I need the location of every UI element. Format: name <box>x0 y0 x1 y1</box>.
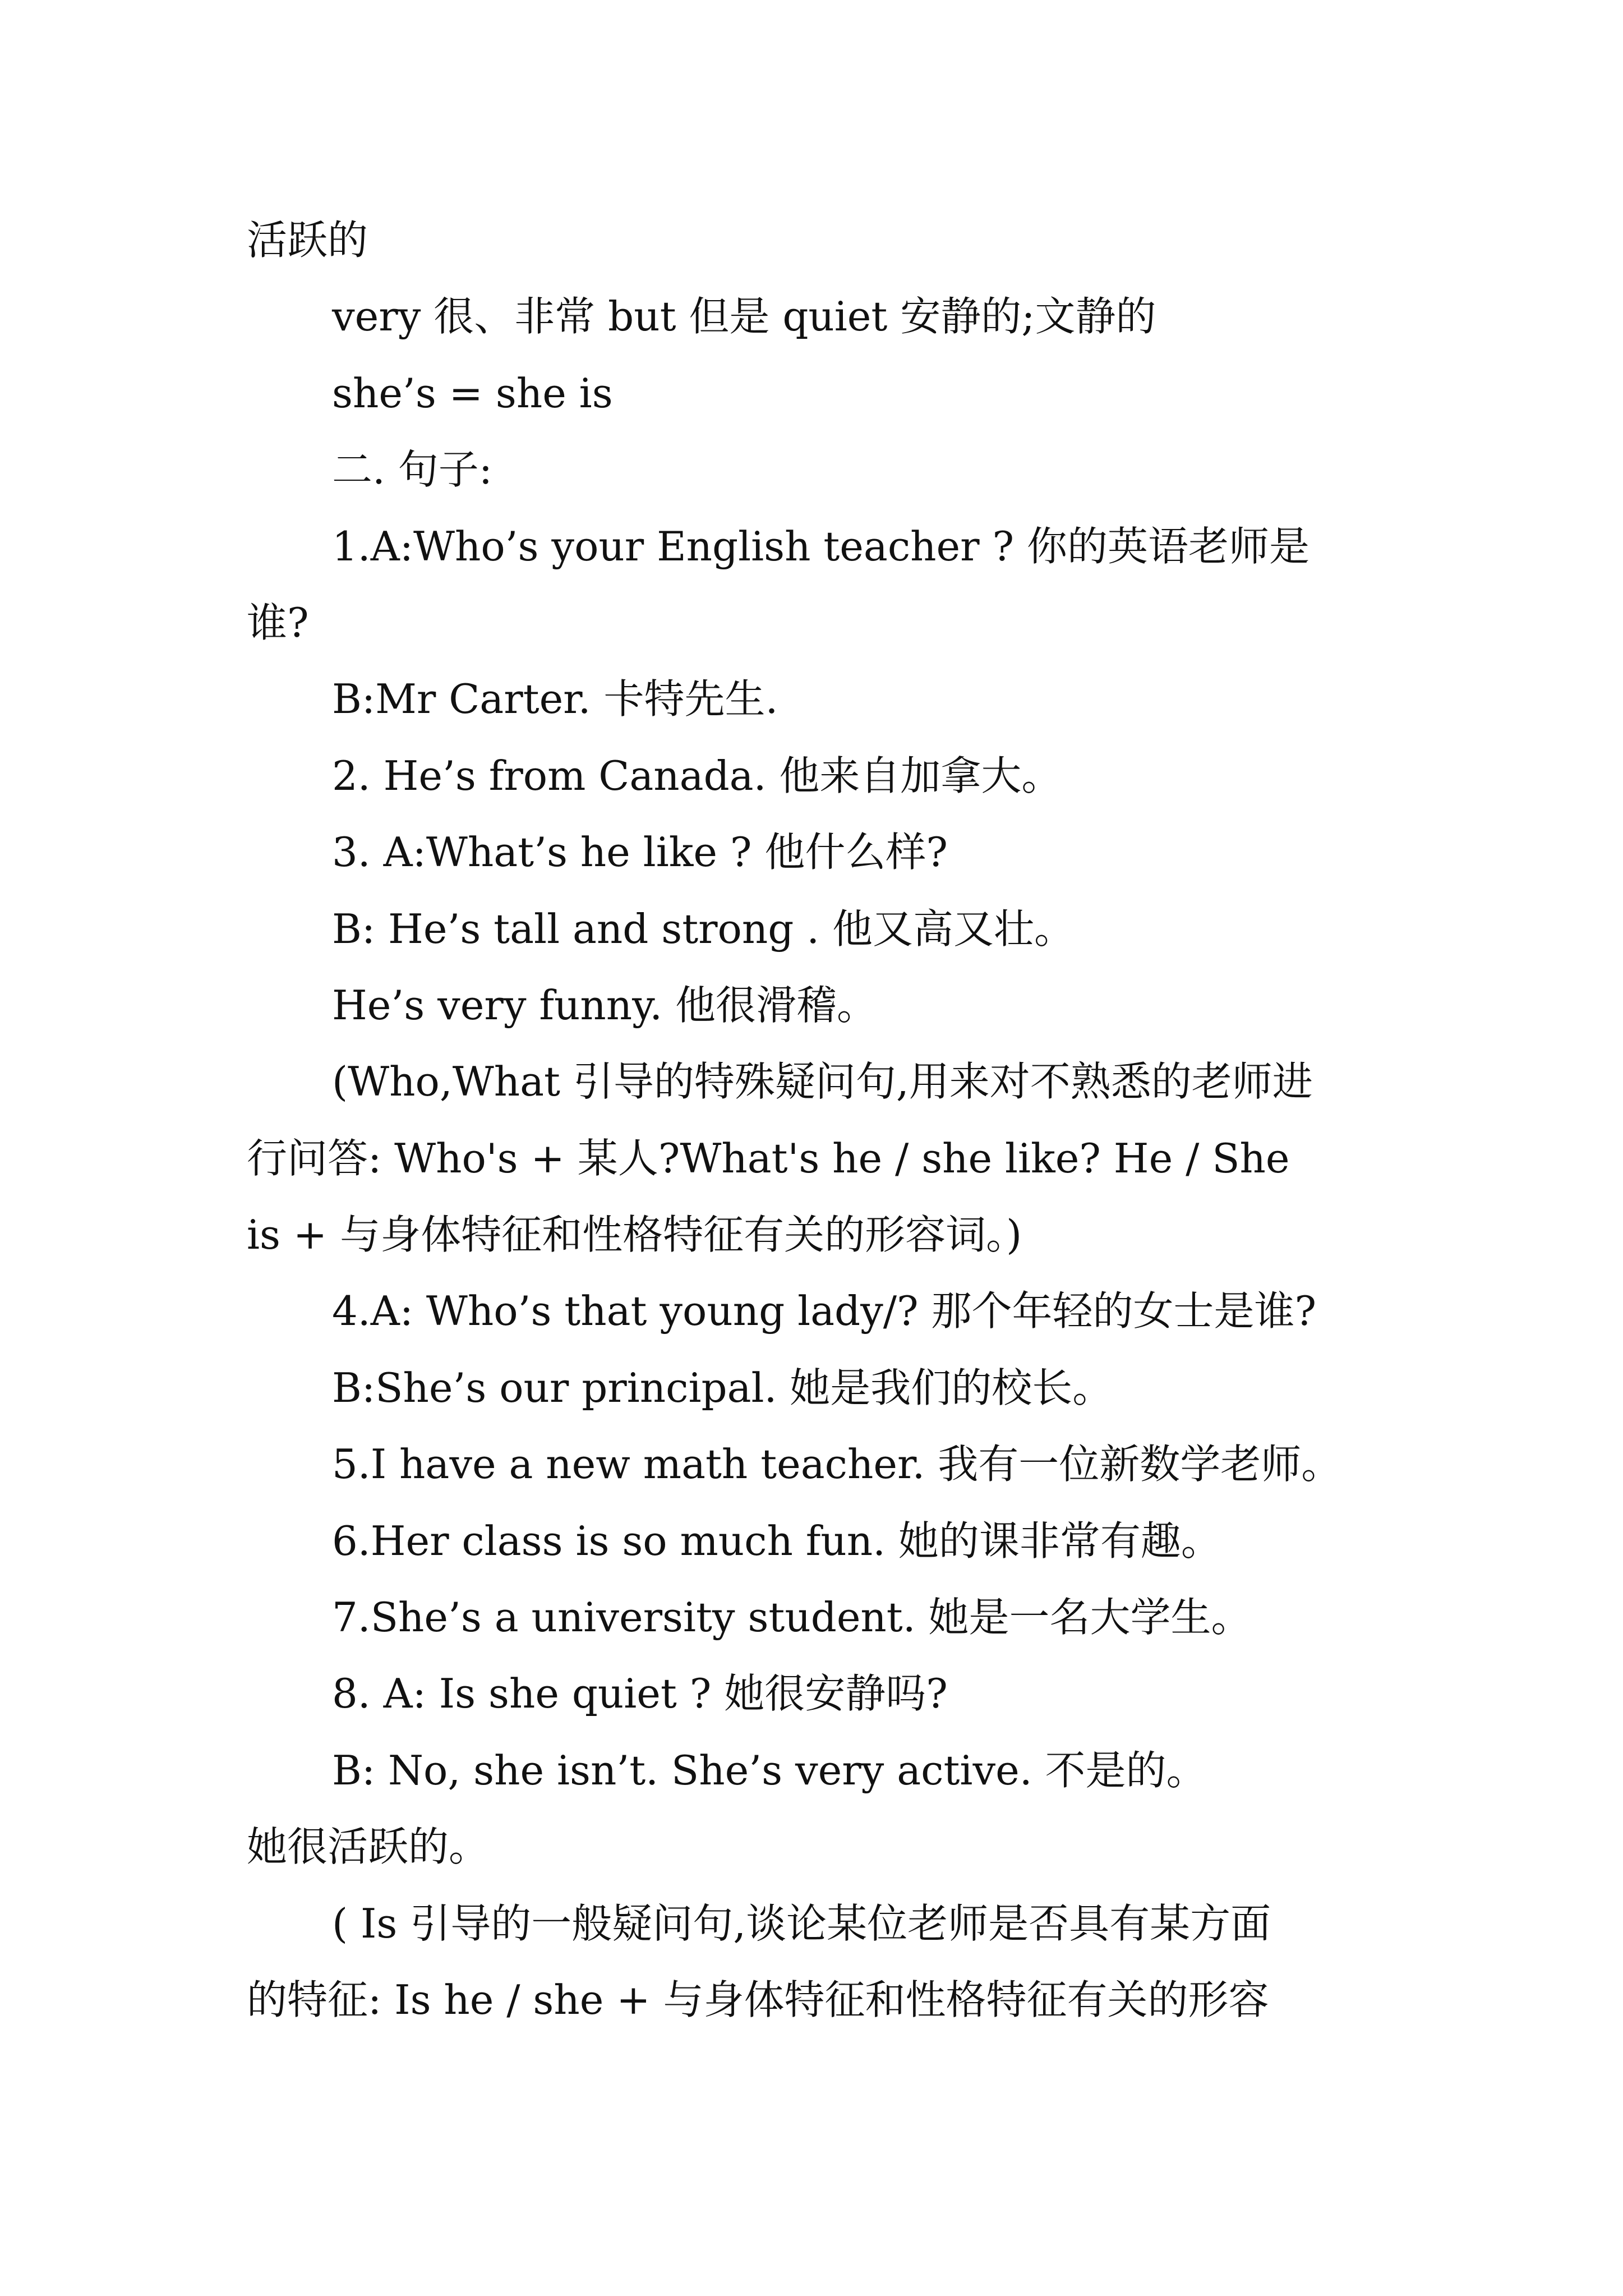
text-line: 她很活跃的。 <box>247 1823 490 1871</box>
text-line: 2. He’s from Canada. 他来自加拿大。 <box>332 752 1062 799</box>
text-line: (Who,What 引导的特殊疑问句,用来对不熟悉的老师进 <box>332 1058 1313 1106</box>
text-line: is + 与身体特征和性格特征有关的形容词。) <box>247 1211 1022 1259</box>
text-line: 谁? <box>247 599 309 646</box>
text-line: very 很、非常 but 但是 quiet 安静的;文静的 <box>332 293 1156 341</box>
text-line: 3. A:What’s he like ? 他什么样? <box>332 829 948 876</box>
text-line: B:She’s our principal. 她是我们的校长。 <box>332 1364 1113 1411</box>
text-line: 7.She’s a university student. 她是一名大学生。 <box>332 1594 1252 1641</box>
text-line: 8. A: Is she quiet ? 她很安静吗? <box>332 1670 948 1718</box>
text-line: she’s = she is <box>332 369 613 417</box>
document-text <box>247 202 1391 2038</box>
text-line: 1.A:Who’s your English teacher ? 你的英语老师是 <box>332 522 1310 570</box>
text-line: 行问答: Who's + 某人?What's he / she like? He / She <box>247 1134 1290 1182</box>
text-line: B: No, she isn’t. She’s very active. 不是的。 <box>332 1746 1207 1794</box>
text-line: B: He’s tall and strong . 他又高又壮。 <box>332 905 1075 953</box>
text-line: 的特征: Is he / she + 与身体特征和性格特征有关的形容 <box>247 1976 1269 2023</box>
text-line: 6.Her class is so much fun. 她的课非常有趣。 <box>332 1517 1221 1565</box>
text-line: B:Mr Carter. 卡特先生. <box>332 675 778 723</box>
section-heading: 二. 句子: <box>332 446 493 494</box>
text-line: 活跃的 <box>247 217 368 264</box>
text-line: ( Is 引导的一般疑问句,谈论某位老师是否具有某方面 <box>332 1899 1271 1947</box>
text-line: He’s very funny. 他很滑稽。 <box>332 981 878 1029</box>
text-line: 4.A: Who’s that young lady/? 那个年轻的女士是谁? <box>332 1287 1317 1335</box>
text-line: 5.I have a new math teacher. 我有一位新数学老师。 <box>332 1441 1342 1488</box>
